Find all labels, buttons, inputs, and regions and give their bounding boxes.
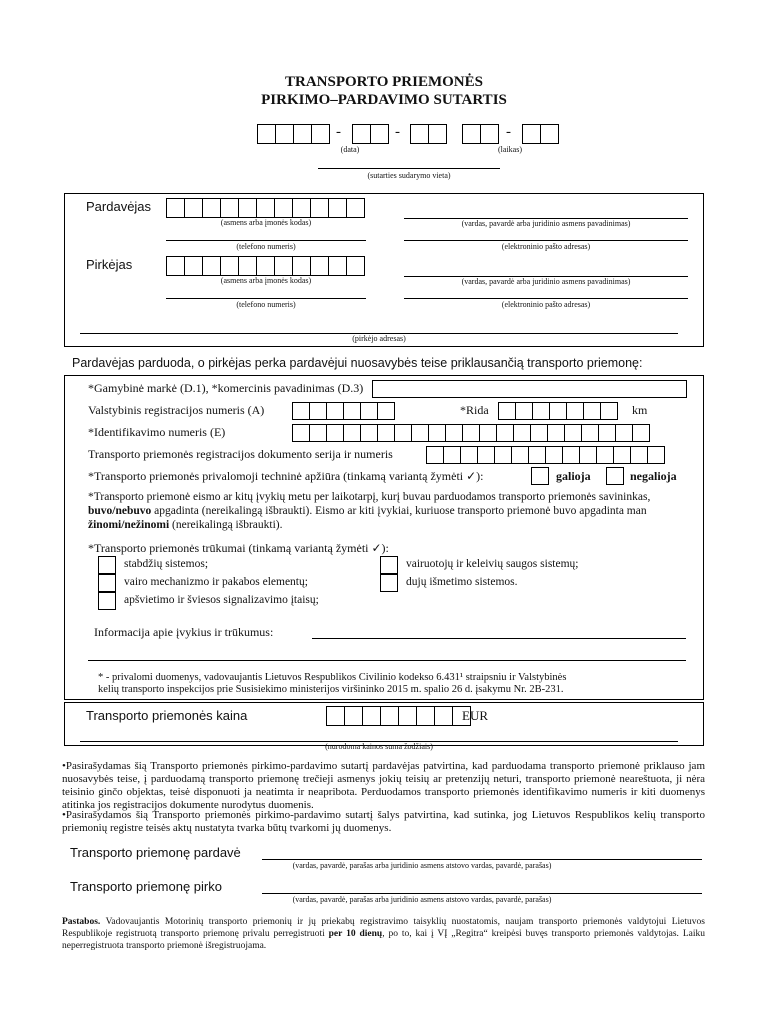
sold-signature-line[interactable]	[262, 859, 702, 860]
time-hour-cells[interactable]	[462, 124, 498, 144]
mileage-label: *Rida	[460, 403, 489, 417]
reg-number-label: Valstybinis registracijos numeris (A)	[88, 403, 265, 417]
footnote-line-1: * - privalomi duomenys, vadovaujantis Lietuvos Respublikos Civilinio kodekso 6.431¹ straipsniu ir Valstybinės	[98, 672, 567, 683]
buyer-code-caption: (asmens arba įmonės kodas)	[220, 276, 312, 285]
parties-box	[64, 193, 704, 347]
note-bold: per 10 dienų	[328, 929, 383, 939]
vin-cells[interactable]	[292, 424, 649, 444]
mileage-cells[interactable]	[498, 402, 617, 422]
bought-label: Transporto priemonę pirko	[70, 879, 222, 894]
seller-email-line[interactable]	[404, 240, 688, 241]
defect-brakes-label: stabdžių sistemos;	[124, 558, 209, 570]
reg-number-cells[interactable]	[292, 402, 394, 422]
seller-code-cells[interactable]	[166, 198, 364, 218]
time-minute-cells[interactable]	[522, 124, 558, 144]
sold-label: Transporto priemonę pardavė	[70, 845, 241, 860]
date-year-cells[interactable]	[257, 124, 329, 144]
accident-text-1: *Transporto priemonė eismo ar kitų įvykių metu per laikotarpį, kurį buvau parduodamos transporto priemonės savininkas,	[88, 491, 651, 503]
seller-phone-line[interactable]	[166, 240, 366, 241]
buyer-email-line[interactable]	[404, 298, 688, 299]
buyer-phone-caption: (telefono numeris)	[236, 300, 296, 309]
defect-exhaust-checkbox[interactable]	[380, 574, 398, 592]
parties-statement: •Pasirašydamos šią Transporto priemonės pirkimo-pardavimo sutartį šalys patvirtina, kad sutinka, jog Lietuvos Respublikos kelių transporto priemonių registre teisės aktų nustatyta tvarka būtų tvarkomi jų duomenys.	[62, 809, 705, 834]
price-cells[interactable]	[326, 706, 470, 726]
buyer-name-caption: (vardas, pavardė arba juridinio asmens pavadinimas)	[461, 277, 631, 286]
make-input[interactable]	[372, 380, 687, 398]
bought-caption: (vardas, pavardė, parašas arba juridinio asmens atstovo vardas, pavardė, parašas)	[292, 895, 552, 904]
defect-steering-checkbox[interactable]	[98, 574, 116, 592]
time-dash: -	[506, 124, 511, 140]
reg-doc-cells[interactable]	[426, 446, 664, 466]
buyer-code-cells[interactable]	[166, 256, 364, 276]
buyer-email-caption: (elektroninio pašto adresas)	[501, 300, 591, 309]
note-paragraph	[62, 916, 705, 952]
accident-bold-2: žinomi/nežinomi	[88, 519, 170, 531]
bought-signature-line[interactable]	[262, 893, 702, 894]
defects-label: *Transporto priemonės trūkumai (tinkamą variantą žymėti ✓):	[88, 541, 389, 555]
seller-statement: •Pasirašydamas šią Transporto priemonės pirkimo-pardavimo sutartį pardavėjas patvirtina, kad parduodama transporto priemonė priklauso jam nuosavybės teise, į parduodamą transporto priemonę trečieji asmenys jokių teisių ar pretenzijų neturi, transporto priemonė neareštuota, ji nėra teisinio ginčo objektas, teisė disponuoti ja neatimta ir neapribota. Perduodamos transporto priemonės identifikavimo numeris ir kiti duomenys atitinka jos registracijos dokumente nurodytus duomenis.	[62, 760, 705, 811]
date-day-cells[interactable]	[410, 124, 446, 144]
seller-phone-caption: (telefono numeris)	[236, 242, 296, 251]
title-line-2: PIRKIMO–PARDAVIMO SUTARTIS	[261, 92, 507, 108]
place-caption: (sutarties sudarymo vieta)	[367, 171, 451, 180]
intro-text: Pardavėjas parduoda, o pirkėjas perka pardavėjui nuosavybės teise priklausančią transporto priemonę:	[72, 356, 643, 370]
info-label: Informacija apie įvykius ir trūkumus:	[94, 625, 274, 639]
km-unit: km	[632, 403, 648, 417]
seller-email-caption: (elektroninio pašto adresas)	[501, 242, 591, 251]
defect-lights-checkbox[interactable]	[98, 592, 116, 610]
buyer-phone-line[interactable]	[166, 298, 366, 299]
vin-label: *Identifikavimo numeris (E)	[88, 425, 226, 439]
accident-text-3: (nereikalingą išbraukti).	[172, 519, 283, 531]
defect-safety-checkbox[interactable]	[380, 556, 398, 574]
sold-caption: (vardas, pavardė, parašas arba juridinio asmens atstovo vardas, pavardė, parašas)	[292, 861, 552, 870]
defect-steering-label: vairo mechanizmo ir pakabos elementų;	[124, 576, 308, 588]
date-dash-1: -	[336, 124, 341, 140]
inspection-valid-checkbox[interactable]	[531, 467, 549, 485]
price-label: Transporto priemonės kaina	[86, 708, 248, 723]
info-line-2[interactable]	[88, 660, 686, 661]
buyer-label: Pirkėjas	[86, 257, 133, 272]
time-caption: (laikas)	[498, 145, 522, 154]
seller-code-caption: (asmens arba įmonės kodas)	[220, 218, 312, 227]
inspection-invalid-label: negalioja	[630, 469, 677, 483]
buyer-address-caption: (pirkėjo adresas)	[352, 334, 406, 343]
seller-name-caption: (vardas, pavardė arba juridinio asmens pavadinimas)	[461, 219, 631, 228]
defect-lights-label: apšvietimo ir šviesos signalizavimo įtaisų;	[124, 594, 319, 606]
date-month-cells[interactable]	[352, 124, 388, 144]
inspection-invalid-checkbox[interactable]	[606, 467, 624, 485]
place-line[interactable]	[318, 168, 500, 169]
info-line-1[interactable]	[312, 638, 686, 639]
date-caption: (data)	[340, 145, 360, 154]
accident-paragraph	[88, 490, 680, 532]
seller-label: Pardavėjas	[86, 199, 152, 214]
price-words-caption: (nurodoma kainos suma žodžiais)	[325, 742, 433, 751]
title-line-1: TRANSPORTO PRIEMONĖS	[285, 74, 483, 90]
date-dash-2: -	[395, 124, 400, 140]
reg-doc-label: Transporto priemonės registracijos dokumento serija ir numeris	[88, 447, 393, 461]
note-text-1: Vadovaujantis Motorinių transporto priemonių ir jų priekabų registravimo taisyklių nuostatomis, naujam transporto priemonės valdytojui Lietuvos Respublikoje registruotą transporto priemonę privalu perregistruoti	[62, 917, 705, 939]
currency-label: EUR	[462, 708, 488, 723]
footnote-line-2: kelių transporto inspekcijos prie Susisiekimo ministerijos viršininko 2015 m. spalio 26 d. įsakymu Nr. 2B-231.	[98, 684, 564, 695]
defect-safety-label: vairuotojų ir keleivių saugos sistemų;	[406, 558, 579, 570]
make-label: *Gamybinė markė (D.1), *komercinis pavadinimas (D.3)	[88, 381, 364, 395]
accident-text-2: apgadinta (nereikalingą išbraukti). Eismo ar kiti įvykiai, kuriuose transporto priemonė buvo apgadinta man	[154, 505, 647, 517]
note-text-2: , po to, kai į VĮ „Regitra“ kreipėsi buvęs transporto priemonės valdytojas. Laiku neperregistruota transporto priemonė išregistruojama.	[62, 929, 705, 951]
inspection-valid-label: galioja	[556, 469, 591, 483]
accident-bold-1: buvo/nebuvo	[88, 505, 152, 517]
defect-exhaust-label: dujų išmetimo sistemos.	[406, 576, 518, 588]
defect-brakes-checkbox[interactable]	[98, 556, 116, 574]
inspection-label: *Transporto priemonės privalomoji techninė apžiūra (tinkamą variantą žymėti ✓):	[88, 469, 484, 483]
note-prefix: Pastabos.	[62, 917, 101, 927]
